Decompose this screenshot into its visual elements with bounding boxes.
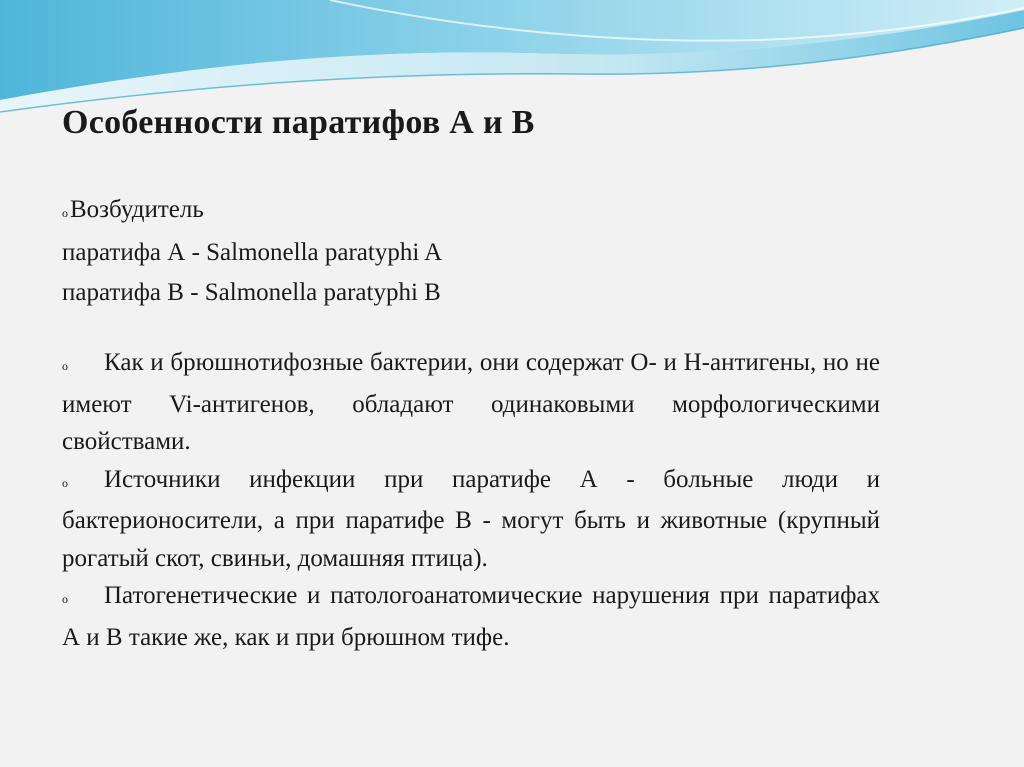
list-item: [62, 344, 880, 461]
pathogen-label-line: [62, 190, 882, 233]
bullet-circle-icon: o: [62, 592, 68, 606]
list-item-text: Источники инфекции при паратифе А - больные люди и бактерионосители, а при паратифе В - могут быть и животные (крупный рогатый скот, свиньи, домашняя птица).: [62, 465, 880, 572]
list-item: [62, 461, 880, 578]
list-item-text: Как и брюшнотифозные бактерии, они содержат О- и Н-антигены, но не имеют Vi-антигенов, обладают одинаковыми морфологическими свойствами.: [62, 349, 880, 455]
bullet-circle-icon: o: [62, 206, 68, 220]
list-item: [62, 577, 880, 656]
list-item-text: Патогенетические и патологоанатомические нарушения при паратифах А и В такие же, как и при брюшном тифе.: [62, 582, 880, 651]
pathogen-line-b: паратифа В - Salmonella paratyphi В: [62, 279, 441, 306]
pathogen-block: [62, 190, 882, 313]
pathogen-line-a: паратифа А - Salmonella paratyphi A: [62, 239, 443, 266]
bullet-circle-icon: o: [62, 475, 68, 490]
slide-title: Особенности паратифов А и В: [62, 104, 535, 141]
pathogen-label: Возбудитель: [70, 196, 204, 223]
bullet-list: [62, 344, 880, 656]
bullet-circle-icon: o: [62, 359, 68, 373]
